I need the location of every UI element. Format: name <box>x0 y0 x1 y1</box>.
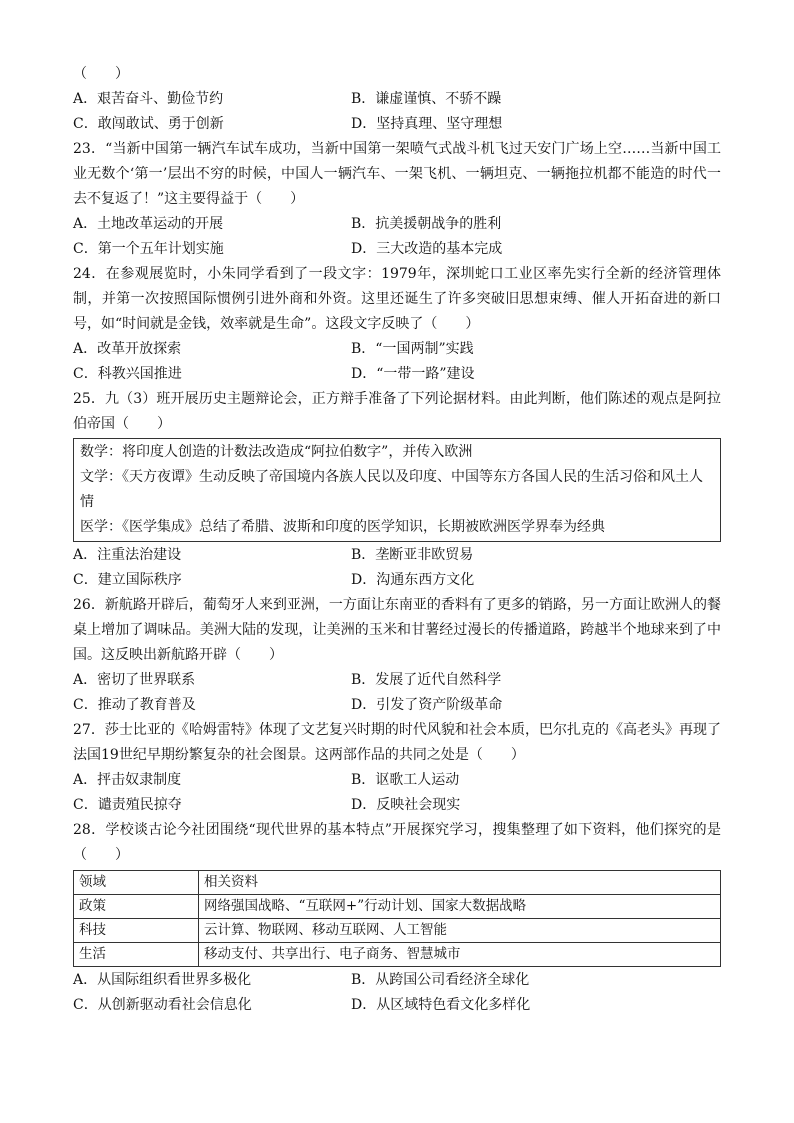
question-28 <box>73 818 721 1018</box>
q23-options <box>73 212 721 262</box>
q27-options <box>73 768 721 818</box>
q26-option-a[interactable]: A．密切了世界联系 <box>73 672 196 688</box>
q24-stem: 24．在参观展览时，小朱同学看到了一段文字：1979年，深圳蛇口工业区率先实行全新的经济管理体制，并第一次按照国际惯例引进外商和外资。这里还诞生了许多突破旧思想束缚、催人开拓奋进的新口号，如“时间就是金钱，效率就是生命”。这段文字反映了（ ） <box>73 266 721 332</box>
q27-option-b[interactable]: B．讴歌工人运动 <box>351 772 460 788</box>
question-23 <box>73 137 721 262</box>
q26-option-b[interactable]: B．发展了近代自然科学 <box>351 672 502 688</box>
q24-option-b[interactable]: B．“一国两制”实践 <box>351 341 474 357</box>
question-27 <box>73 718 721 818</box>
q26-option-c[interactable]: C．推动了教育普及 <box>73 697 196 713</box>
q23-option-b[interactable]: B．抗美援朝战争的胜利 <box>351 216 502 232</box>
q28-option-d[interactable]: D．从区域特色看文化多样化 <box>351 997 531 1013</box>
q25-option-c[interactable]: C．建立国际秩序 <box>73 572 182 588</box>
q26-options <box>73 668 721 718</box>
q23-option-a[interactable]: A．土地改革运动的开展 <box>73 216 224 232</box>
q28-stem: 28．学校谈古论今社团围绕“现代世界的基本特点”开展探究学习，搜集整理了如下资料，他们探究的是（ ） <box>73 822 721 863</box>
table-cell: 生活 <box>74 943 199 967</box>
q23-option-d[interactable]: D．三大改造的基本完成 <box>351 241 503 257</box>
q25-material-box <box>73 438 721 542</box>
table-header-row <box>74 871 721 895</box>
q25-option-d[interactable]: D．沟通东西方文化 <box>351 572 475 588</box>
q24-option-d[interactable]: D．“一带一路”建设 <box>351 366 475 382</box>
q28-options <box>73 968 721 1018</box>
q26-stem: 26．新航路开辟后，葡萄牙人来到亚洲，一方面让东南亚的香料有了更多的销路，另一方面让欧洲人的餐桌上增加了调味品。美洲大陆的发现，让美洲的玉米和甘薯经过漫长的传播道路，跨越半个地球来到了中国。这反映出新航路开辟（ ） <box>73 597 721 663</box>
q25-option-b[interactable]: B．垄断亚非欧贸易 <box>351 547 474 563</box>
table-row <box>74 943 721 967</box>
q28-option-c[interactable]: C．从创新驱动看社会信息化 <box>73 997 252 1013</box>
table-header-cell: 领域 <box>74 871 199 895</box>
question-22 <box>73 62 721 137</box>
table-cell: 网络强国战略、“互联网+”行动计划、国家大数据战略 <box>199 895 721 919</box>
q28-option-b[interactable]: B．从跨国公司看经济全球化 <box>351 972 530 988</box>
q28-option-a[interactable]: A．从国际组织看世界多极化 <box>73 972 252 988</box>
q26-option-d[interactable]: D．引发了资产阶级革命 <box>351 697 503 713</box>
q22-option-c[interactable]: C．敢闯敢试、勇于创新 <box>73 116 224 132</box>
q28-table <box>73 870 721 967</box>
question-25 <box>73 387 721 593</box>
q27-option-c[interactable]: C．谴责殖民掠夺 <box>73 797 182 813</box>
q25-stem: 25．九（3）班开展历史主题辩论会，正方辩手准备了下列论据材料。由此判断，他们陈述的观点是阿拉伯帝国（ ） <box>73 391 721 432</box>
q22-option-a[interactable]: A．艰苦奋斗、勤俭节约 <box>73 91 224 107</box>
q22-option-d[interactable]: D．坚持真理、坚守理想 <box>351 116 503 132</box>
q25-option-a[interactable]: A．注重法治建设 <box>73 547 182 563</box>
table-row <box>74 895 721 919</box>
q24-option-c[interactable]: C．科教兴国推进 <box>73 366 182 382</box>
question-24 <box>73 262 721 387</box>
table-row <box>74 919 721 943</box>
table-cell: 移动支付、共享出行、电子商务、智慧城市 <box>199 943 721 967</box>
question-26 <box>73 593 721 718</box>
q24-option-a[interactable]: A．改革开放探索 <box>73 341 182 357</box>
q27-stem: 27．莎士比亚的《哈姆雷特》体现了文艺复兴时期的时代风貌和社会本质，巴尔扎克的《高老头》再现了法国19世纪早期纷繁复杂的社会图景。这两部作品的共同之处是（ ） <box>73 722 721 763</box>
q25-material-medicine: 医学：《医学集成》总结了希腊、波斯和印度的医学知识，长期被欧洲医学界奉为经典 <box>80 519 605 535</box>
q22-options <box>73 87 721 137</box>
content-column <box>73 62 721 1018</box>
q22-stem-tail: （ ） <box>73 66 129 82</box>
table-cell: 云计算、物联网、移动互联网、人工智能 <box>199 919 721 943</box>
q23-stem: 23．“当新中国第一辆汽车试车成功，当新中国第一架喷气式战斗机飞过天安门广场上空……当新中国工业无数个‘第一’层出不穷的时候，中国人一辆汽车、一架飞机、一辆坦克、一辆拖拉机都不能造的时代一去不复返了！”这主要得益于（ ） <box>73 141 721 207</box>
q25-material-literature: 文学：《天方夜谭》生动反映了帝国境内各族人民以及印度、中国等东方各国人民的生活习俗和风土人情 <box>80 469 703 510</box>
q22-option-b[interactable]: B．谦虚谨慎、不骄不躁 <box>351 91 502 107</box>
q24-options <box>73 337 721 387</box>
q23-option-c[interactable]: C．第一个五年计划实施 <box>73 241 224 257</box>
table-cell: 政策 <box>74 895 199 919</box>
q27-option-d[interactable]: D．反映社会现实 <box>351 797 461 813</box>
table-cell: 科技 <box>74 919 199 943</box>
table-header-cell: 相关资料 <box>199 871 721 895</box>
q25-material-math: 数学：将印度人创造的计数法改造成“阿拉伯数字”，并传入欧洲 <box>80 444 473 460</box>
q25-options <box>73 543 721 593</box>
q27-option-a[interactable]: A．抨击奴隶制度 <box>73 772 182 788</box>
